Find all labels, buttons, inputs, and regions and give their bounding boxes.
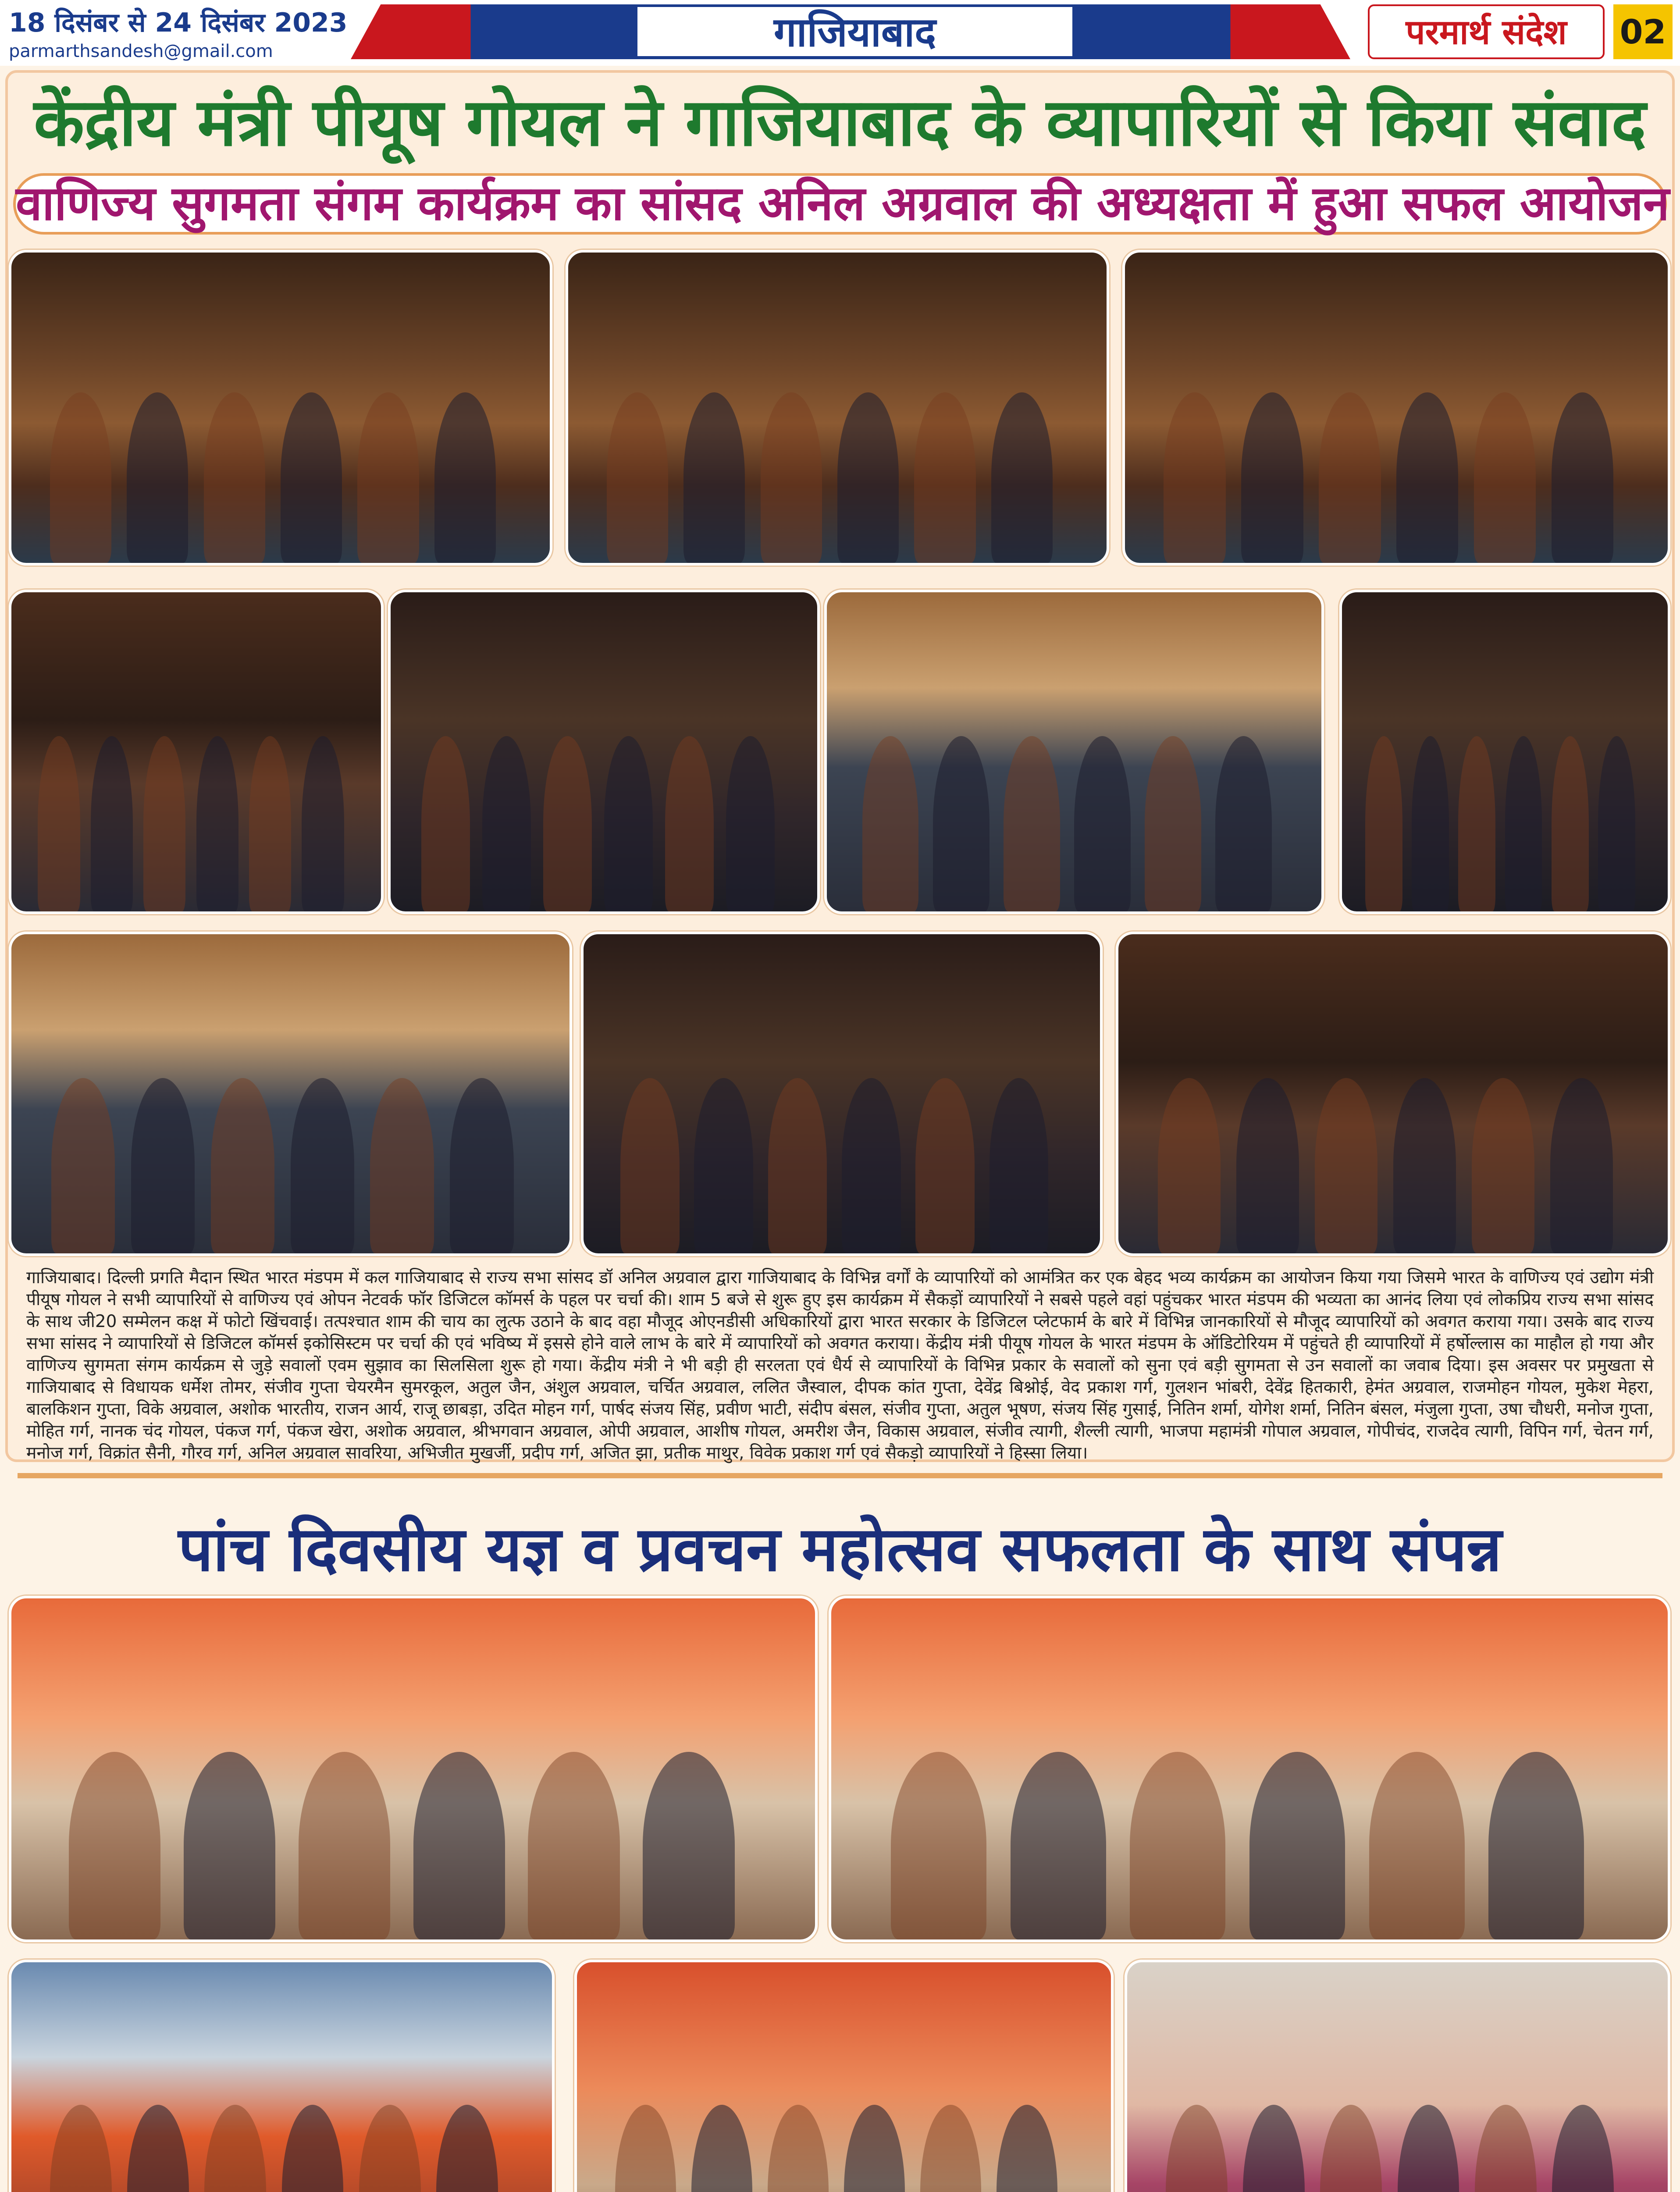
person-silhouette bbox=[204, 2105, 266, 2192]
person-silhouette bbox=[91, 736, 133, 911]
person-silhouette bbox=[1164, 392, 1225, 563]
person-silhouette bbox=[1243, 2105, 1305, 2192]
person-silhouette bbox=[1241, 392, 1303, 563]
photo-minister-conversation bbox=[581, 932, 1103, 1256]
person-silhouette bbox=[1552, 736, 1589, 911]
person-silhouette bbox=[1166, 2105, 1228, 2192]
issue-date: 18 दिसंबर से 24 दिसंबर 2023 bbox=[9, 7, 348, 38]
person-silhouette bbox=[768, 1078, 827, 1253]
person-silhouette bbox=[282, 2105, 344, 2192]
person-silhouette bbox=[50, 2105, 112, 2192]
person-silhouette bbox=[1011, 1752, 1106, 1939]
photo-group-with-minister bbox=[824, 590, 1324, 914]
person-silhouette bbox=[1552, 2105, 1614, 2192]
story1-body: गाजियाबाद। दिल्ली प्रगति मैदान स्थित भारत मंडपम में कल गाजियाबाद से राज्य सभा सांसद डॉ अनिल अग्रवाल द्वारा गाजियाबाद के विभिन्न वर्गों के व्यापारियों को आमंत्रित कर एक बेहद भव्य कार्यक्रम का आयोजन किया गया जिसमे भारत के वाणिज्य एवं उद्योग मंत्री पीयूष गोयल ने सभी व्यापारियों से वाणिज्य एवं ओपन नेटवर्क फॉर डिजिटल कॉमर्स के पहल पर चर्चा की। शाम 5 बजे से शुरू हुए इस कार्यक्रम में सैकड़ों व्यापारियों ने सबसे पहले वहां पहुंचकर भारत मंडपम की भव्यता का आनंद लिया एवं लोकप्रिय राज्य सभा सांसद के साथ जी20 सम्मेलन कक्ष में फोटो खिंचवाई। तत्पश्चात शाम की चाय का लुत्फ उठाने के बाद वहा मौजूद ओएनडीसी अधिकारियों द्वारा भारत सरकार के डिजिटल प्लेटफार्म के बारे में विभिन्न जानकारियों से मौजूद व्यापारियों को अवगत कराया गया। उसके बाद राज्य सभा सांसद ने व्यापारियों से डिजिटल कॉमर्स इकोसिस्टम पर चर्चा की एवं भविष्य में इससे होने वाले लाभ के बारे में व्यापारियों को अवगत कराया। केंद्रीय मंत्री पीयूष गोयल के भारत मंडपम के ऑडिटोरियम में पहुंचते ही व्यापारियों में हर्षोल्लास का माहौल हो गया और वाणिज्य सुगमता संगम कार्यक्रम से जुड़े सवालों एवम सुझाव का सिलसिला शुरू हो गया। केंद्रीय मंत्री ने भी बड़ी ही सरलता एवं धैर्य से व्यापारियों के विभिन्न प्रकार के सवालों को सुना एवं बड़ी सुगमता से उन सवालों का जवाब दिया। इस अवसर पर प्रमुखता से गाजियाबाद से विधायक धर्मेश तोमर, संजीव गुप्ता चेयरमैन सुमरकूल, अतुल जैन, अंशुल अग्रवाल, चर्चित अग्रवाल, ललित जैस्वाल, दीपक कांत गुप्ता, देवेंद्र बिश्नोई, वेद प्रकाश गर्ग, गुलशन भांबरी, देवेंद्र हितकारी, हेमंत अग्रवाल, राजमोहन गोयल, मुकेश मेहरा, बालकिशन गुप्ता, विके अग्रवाल, अशोक भारतीय, राजन आर्य, राजू छाबड़ा, उदित मोहन गर्ग, पार्षद संजय सिंह, प्रवीण भाटी, संदीप बंसल, संजीव गुप्ता, अतुल भूषण, संजय सिंह गुसाई, नितिन शर्मा, योगेश शर्मा, नितिन बंसल, मंजुला गुप्ता, उषा चौधरी, मनोज गुप्ता, मोहित गर्ग, नानक चंद गोयल, पंकज गर्ग, पंकज खेरा, अशोक अग्रवाल, श्रीभगवान अग्रवाल, ओपी अग्रवाल, आशीष गोयल, अमरीश जैन, विकास अग्रवाल, संजीव त्यागी, शैल्ली त्यागी, भाजपा महामंत्री गोपाल अग्रवाल, गोपीचंद, राजदेव त्यागी, विपिन गर्ग, चेतन गर्ग, मनोज गर्ग, विक्रांत सैनी, गौरव गर्ग, अनिल अग्रवाल सावरिया, अभिजीत मुखर्जी, प्रदीप गर्ग, अजित झा, प्रतीक माथुर, विवेक प्रकाश गर्ग एवं सैकड़ो व्यापारियों ने हिस्सा लिया। bbox=[26, 1268, 1654, 1463]
person-silhouette bbox=[1396, 392, 1458, 563]
photo-greeting-handshake bbox=[1339, 590, 1670, 914]
person-silhouette bbox=[620, 1078, 680, 1253]
person-silhouette bbox=[359, 2105, 421, 2192]
person-silhouette bbox=[127, 2105, 189, 2192]
page-number: 02 bbox=[1613, 4, 1673, 59]
person-silhouette bbox=[281, 392, 342, 563]
photo-auditorium-wide bbox=[566, 250, 1109, 566]
person-silhouette bbox=[184, 1752, 275, 1939]
person-silhouette bbox=[1552, 392, 1613, 563]
person-silhouette bbox=[436, 2105, 498, 2192]
person-silhouette bbox=[694, 1078, 753, 1253]
person-silhouette bbox=[302, 736, 344, 911]
person-silhouette bbox=[51, 1078, 115, 1253]
person-silhouette bbox=[1319, 392, 1381, 563]
person-silhouette bbox=[842, 1078, 901, 1253]
person-silhouette bbox=[1474, 392, 1536, 563]
person-silhouette bbox=[1598, 736, 1635, 911]
person-silhouette bbox=[997, 2105, 1057, 2192]
person-silhouette bbox=[1004, 736, 1060, 911]
person-silhouette bbox=[1320, 2105, 1382, 2192]
photo-arya-samaj-gate bbox=[9, 1960, 555, 2192]
person-silhouette bbox=[1475, 2105, 1537, 2192]
photo-auditorium-audience bbox=[9, 250, 552, 566]
photo-elders-group-standing bbox=[9, 1596, 818, 1942]
person-silhouette bbox=[482, 736, 531, 911]
person-silhouette bbox=[989, 1078, 1049, 1253]
person-silhouette bbox=[1215, 736, 1272, 911]
photo-auditorium-rows bbox=[1122, 250, 1670, 566]
person-silhouette bbox=[761, 392, 822, 563]
person-silhouette bbox=[1505, 736, 1542, 911]
person-silhouette bbox=[413, 1752, 505, 1939]
photo-seated-guests-tent bbox=[829, 1596, 1670, 1942]
person-silhouette bbox=[204, 392, 265, 563]
person-silhouette bbox=[1369, 1752, 1465, 1939]
person-silhouette bbox=[891, 1752, 986, 1939]
person-silhouette bbox=[837, 392, 899, 563]
person-silhouette bbox=[915, 1078, 975, 1253]
person-silhouette bbox=[1412, 736, 1449, 911]
person-silhouette bbox=[357, 392, 419, 563]
person-silhouette bbox=[643, 1752, 734, 1939]
person-silhouette bbox=[434, 392, 496, 563]
person-silhouette bbox=[920, 2105, 981, 2192]
story2-headline: पांच दिवसीय यज्ञ व प्रवचन महोत्सव सफलता के साथ संपन्न bbox=[178, 1514, 1502, 1585]
person-silhouette bbox=[1145, 736, 1201, 911]
person-silhouette bbox=[143, 736, 185, 911]
person-silhouette bbox=[127, 392, 188, 563]
person-silhouette bbox=[38, 736, 80, 911]
photo-havan-ceremony bbox=[574, 1960, 1114, 2192]
photo-front-row-leaders bbox=[1116, 932, 1670, 1256]
person-silhouette bbox=[50, 392, 111, 563]
person-silhouette bbox=[421, 736, 470, 911]
person-silhouette bbox=[1550, 1078, 1613, 1253]
person-silhouette bbox=[844, 2105, 905, 2192]
person-silhouette bbox=[683, 392, 745, 563]
section-divider bbox=[18, 1473, 1662, 1478]
person-silhouette bbox=[933, 736, 989, 911]
person-silhouette bbox=[370, 1078, 434, 1253]
person-silhouette bbox=[299, 1752, 390, 1939]
person-silhouette bbox=[691, 2105, 752, 2192]
photo-group-stage-banner bbox=[9, 932, 572, 1256]
photo-seated-women bbox=[1125, 1960, 1670, 2192]
city-label: गाजियाबाद bbox=[636, 5, 1074, 58]
person-silhouette bbox=[607, 392, 668, 563]
person-silhouette bbox=[1398, 2105, 1459, 2192]
person-silhouette bbox=[768, 2105, 829, 2192]
person-silhouette bbox=[528, 1752, 619, 1939]
person-silhouette bbox=[1365, 736, 1402, 911]
person-silhouette bbox=[615, 2105, 676, 2192]
person-silhouette bbox=[604, 736, 653, 911]
person-silhouette bbox=[543, 736, 592, 911]
photo-seated-guests bbox=[9, 590, 384, 914]
photo-three-men-suits bbox=[388, 590, 820, 914]
masthead-left bbox=[9, 4, 644, 65]
person-silhouette bbox=[450, 1078, 513, 1253]
person-silhouette bbox=[196, 736, 238, 911]
person-silhouette bbox=[665, 736, 714, 911]
person-silhouette bbox=[1249, 1752, 1345, 1939]
newspaper-brand: परमार्थ संदेश bbox=[1368, 4, 1605, 59]
person-silhouette bbox=[1458, 736, 1495, 911]
person-silhouette bbox=[291, 1078, 354, 1253]
person-silhouette bbox=[991, 392, 1053, 563]
story1-subheadline: वाणिज्य सुगमता संगम कार्यक्रम का सांसद अनिल अग्रवाल की अध्यक्षता में हुआ सफल आयोजन bbox=[13, 173, 1667, 235]
person-silhouette bbox=[1315, 1078, 1377, 1253]
person-silhouette bbox=[131, 1078, 195, 1253]
person-silhouette bbox=[1130, 1752, 1225, 1939]
person-silhouette bbox=[211, 1078, 274, 1253]
person-silhouette bbox=[1488, 1752, 1584, 1939]
contact-email: parmarthsandesh@gmail.com bbox=[9, 41, 273, 61]
person-silhouette bbox=[1236, 1078, 1299, 1253]
person-silhouette bbox=[862, 736, 919, 911]
person-silhouette bbox=[249, 736, 291, 911]
person-silhouette bbox=[1158, 1078, 1221, 1253]
person-silhouette bbox=[914, 392, 975, 563]
person-silhouette bbox=[1074, 736, 1131, 911]
person-silhouette bbox=[69, 1752, 160, 1939]
person-silhouette bbox=[1472, 1078, 1534, 1253]
person-silhouette bbox=[726, 736, 775, 911]
story1-headline: केंद्रीय मंत्री पीयूष गोयल ने गाजियाबाद के व्यापारियों से किया संवाद bbox=[34, 85, 1646, 161]
person-silhouette bbox=[1393, 1078, 1456, 1253]
